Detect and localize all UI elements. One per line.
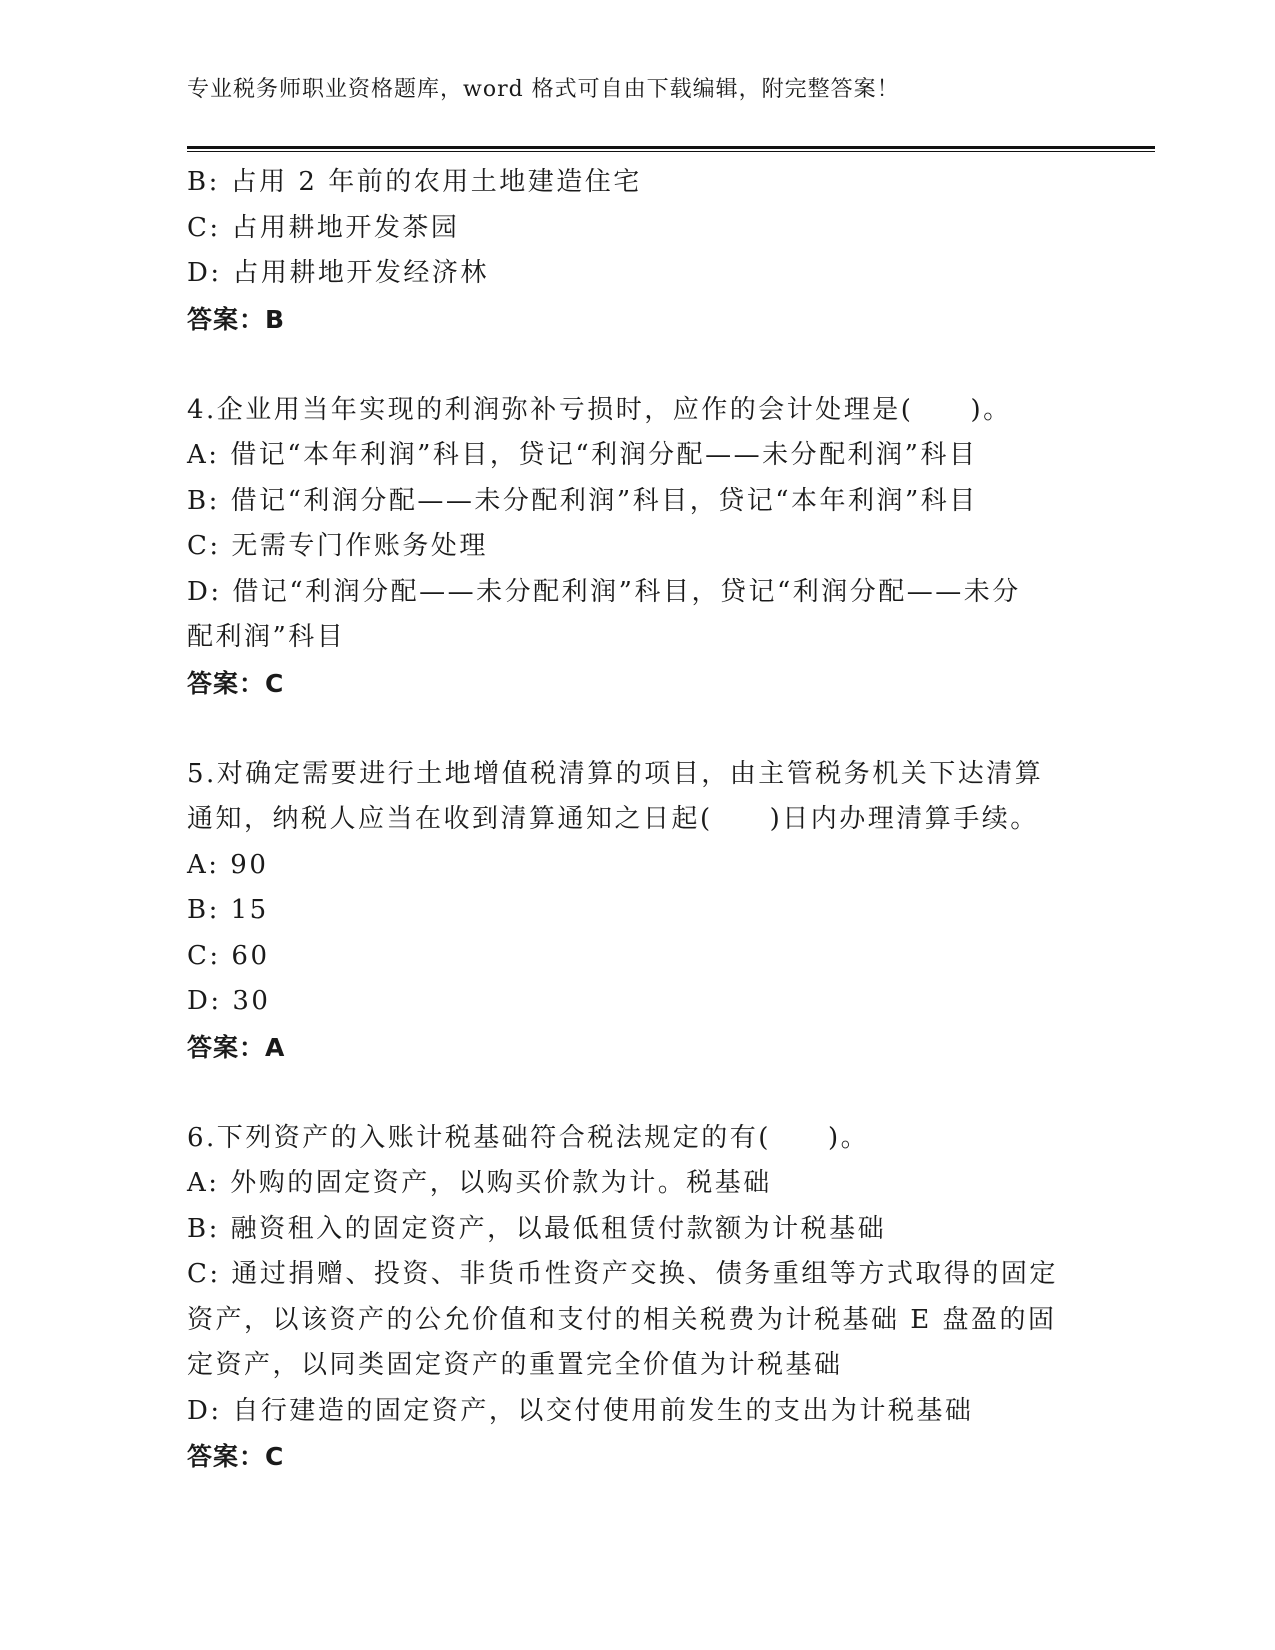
question-content xyxy=(187,160,1087,1480)
question-3-continued xyxy=(187,160,1087,342)
question-stem: 6.下列资产的入账计税基础符合税法规定的有( )。 xyxy=(187,1122,870,1153)
option-d: D: 30 xyxy=(187,986,271,1016)
option-b: B: 融资租入的固定资产，以最低租赁付款额为计税基础 xyxy=(187,1213,887,1244)
answer-line: 答案：C xyxy=(187,1442,285,1471)
option-a: A: 外购的固定资产，以购买价款为计。税基础 xyxy=(187,1168,772,1198)
spacer xyxy=(187,706,1087,752)
option-c-continued: 资产，以该资产的公允价值和支付的相关税费为计税基础 E 盘盈的固 xyxy=(187,1304,1057,1335)
option-c: C: 60 xyxy=(187,940,270,971)
option-d: D: 借记“利润分配——未分配利润”科目，贷记“利润分配——未分 xyxy=(187,576,1021,607)
question-stem: 4.企业用当年实现的利润弥补亏损时，应作的会计处理是( )。 xyxy=(187,394,1012,425)
option-c: C: 通过捐赠、投资、非货币性资产交换、债务重组等方式取得的固定 xyxy=(187,1259,1058,1289)
spacer xyxy=(187,1070,1087,1116)
option-b: B: 占用 2 年前的农用土地建造住宅 xyxy=(187,167,642,197)
option-b: B: 借记“利润分配——未分配利润”科目，贷记“本年利润”科目 xyxy=(187,485,978,516)
question-stem-continued: 通知，纳税人应当在收到清算通知之日起( )日内办理清算手续。 xyxy=(187,804,1039,834)
spacer xyxy=(187,342,1087,388)
question-6 xyxy=(187,1116,1087,1480)
option-a: A: 90 xyxy=(187,849,269,880)
header-rule-thick xyxy=(187,146,1155,149)
answer-line: 答案：B xyxy=(187,304,286,334)
option-d: D: 自行建造的固定资产，以交付使用前发生的支出为计税基础 xyxy=(187,1395,974,1426)
header-rule-thin xyxy=(187,151,1155,152)
option-c: C: 无需专门作账务处理 xyxy=(187,531,488,561)
question-5 xyxy=(187,752,1087,1071)
page-header: 专业税务师职业资格题库，word 格式可自由下载编辑，附完整答案！ xyxy=(187,77,900,102)
option-d: D: 占用耕地开发经济林 xyxy=(187,258,489,288)
option-b: B: 15 xyxy=(187,895,269,925)
option-c-continued: 定资产，以同类固定资产的重置完全价值为计税基础 xyxy=(187,1350,843,1380)
option-c: C: 占用耕地开发茶园 xyxy=(187,212,460,243)
answer-line: 答案：A xyxy=(187,1032,286,1062)
option-d-continued: 配利润”科目 xyxy=(187,622,346,652)
question-stem: 5.对确定需要进行土地增值税清算的项目，由主管税务机关下达清算 xyxy=(187,758,1044,789)
answer-line: 答案：C xyxy=(187,668,285,698)
option-a: A: 借记“本年利润”科目，贷记“利润分配——未分配利润”科目 xyxy=(187,440,978,470)
question-4 xyxy=(187,388,1087,707)
